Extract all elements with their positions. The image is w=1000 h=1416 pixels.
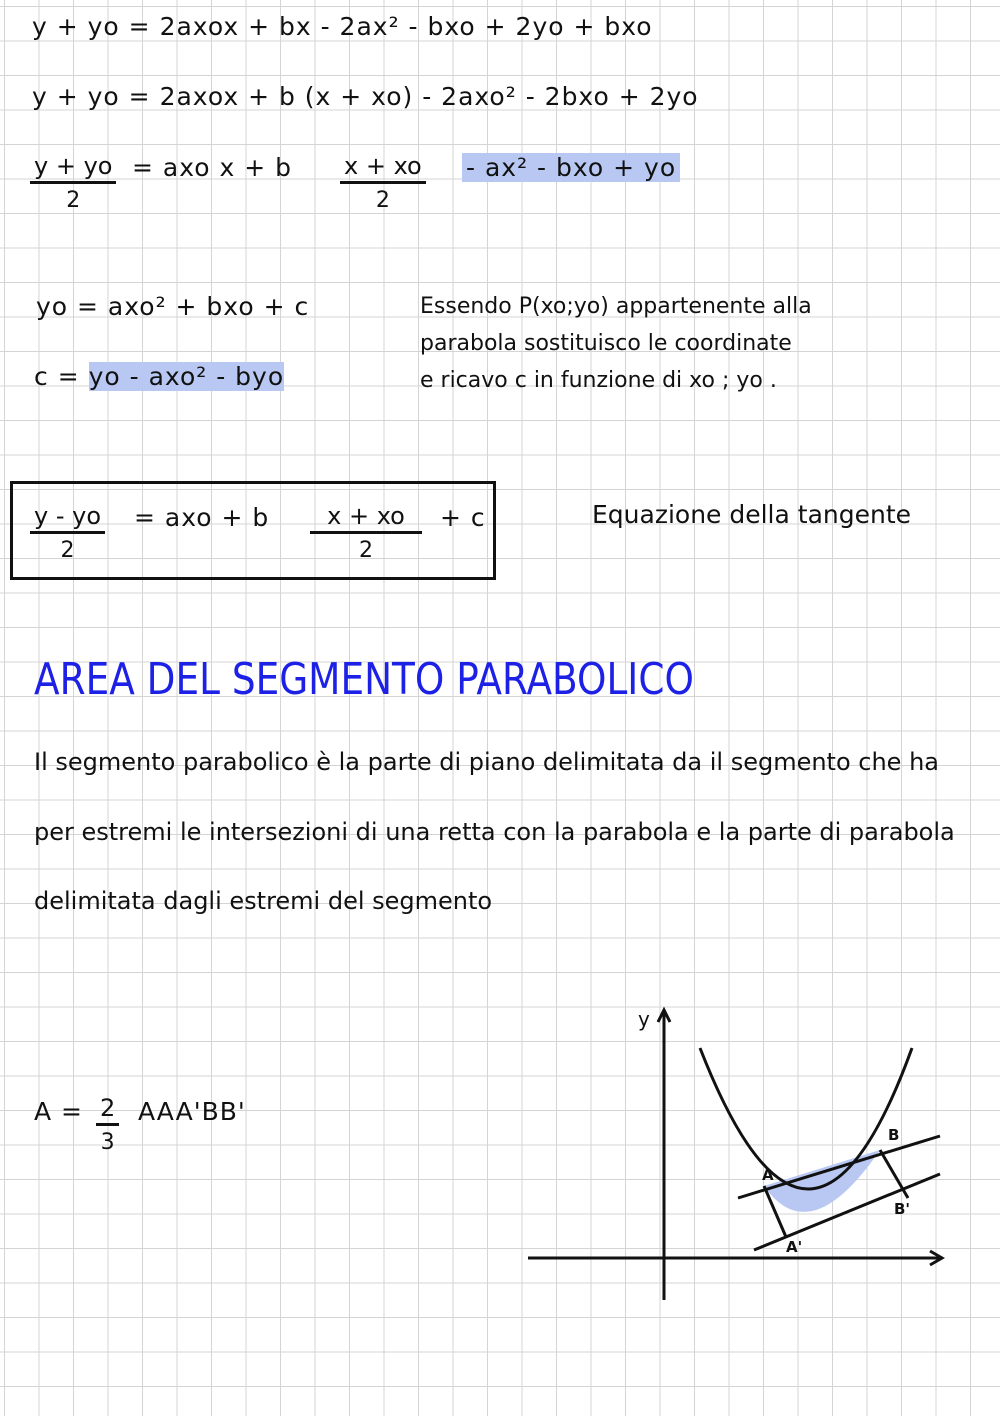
parabolic-segment-diagram bbox=[520, 1000, 960, 1310]
tangent-middle: = axo + b bbox=[134, 503, 270, 532]
fraction-numerator: x + xo bbox=[344, 152, 422, 180]
y-axis-label: y bbox=[638, 1007, 650, 1031]
section-title: AREA DEL SEGMENTO PARABOLICO bbox=[34, 654, 694, 705]
formula-lhs: A = bbox=[34, 1097, 83, 1126]
c-equals: c = bbox=[34, 362, 89, 391]
note-line: Essendo P(xo;yo) appartenente alla bbox=[420, 294, 812, 319]
substitution-line-2 bbox=[34, 362, 284, 391]
parabola bbox=[700, 1048, 912, 1189]
fraction-denominator: 3 bbox=[100, 1129, 115, 1155]
substitution-line-1: yo = axo² + bxo + c bbox=[36, 292, 310, 321]
substitution-highlight: yo - axo² - byo bbox=[88, 362, 285, 391]
label-a: A bbox=[762, 1166, 774, 1184]
fraction-denominator: 2 bbox=[60, 537, 75, 563]
substitution-note bbox=[420, 288, 812, 399]
derivation-line-3-fraction-1 bbox=[30, 152, 116, 213]
tangent-label: Equazione della tangente bbox=[592, 500, 912, 529]
label-b-prime: B' bbox=[894, 1200, 911, 1218]
derivation-line-3-fraction-2 bbox=[340, 152, 426, 213]
tangent-fraction-2 bbox=[310, 502, 422, 563]
section-paragraph: Il segmento parabolico è la parte di piano delimitata da il segmento che ha per estremi le intersezioni di una retta con la parabola e la parte di parabola delimitata dagli estremi del segmento bbox=[34, 748, 955, 915]
fraction-numerator: 2 bbox=[100, 1094, 116, 1122]
fraction-numerator: x + xo bbox=[327, 502, 405, 530]
note-line: e ricavo c in funzione di xo ; yo . bbox=[420, 368, 777, 393]
derivation-line-1: y + yo = 2axox + bx - 2ax² - bxo + 2yo + bxo bbox=[32, 12, 653, 41]
label-a-prime: A' bbox=[786, 1238, 803, 1256]
segment-b-b-prime bbox=[880, 1150, 908, 1198]
derivation-line-2: y + yo = 2axox + b (x + xo) - 2axo² - 2bxo + 2yo bbox=[32, 82, 699, 111]
fraction-denominator: 2 bbox=[66, 187, 81, 213]
formula-fraction bbox=[96, 1094, 119, 1155]
fraction-numerator: y - yo bbox=[34, 502, 102, 530]
formula-rhs: AAA'BB' bbox=[138, 1097, 246, 1126]
fraction-numerator: y + yo bbox=[34, 152, 113, 180]
tangent-tail: + c bbox=[440, 503, 486, 532]
fraction-denominator: 2 bbox=[359, 537, 373, 563]
label-b: B bbox=[888, 1126, 900, 1144]
tangent-fraction-1 bbox=[30, 502, 105, 563]
fraction-denominator: 2 bbox=[375, 187, 390, 213]
derivation-line-3-highlighted-tail: - ax² - bxo + yo bbox=[462, 153, 680, 182]
note-line: parabola sostituisco le coordinate bbox=[420, 331, 792, 356]
derivation-line-3-middle: = axo x + b bbox=[132, 153, 292, 182]
